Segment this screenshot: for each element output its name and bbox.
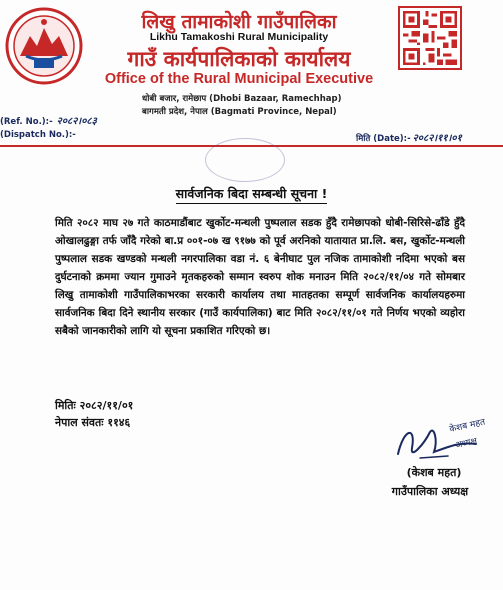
svg-text:अध्यक्ष: अध्यक्ष bbox=[454, 436, 479, 451]
signatory-title: गाउँपालिका अध्यक्ष bbox=[391, 485, 469, 498]
header-municipality-name-en: Likhu Tamakoshi Rural Municipality bbox=[149, 31, 329, 43]
office-stamp bbox=[205, 138, 285, 182]
signatory-name: (केशब महत) bbox=[406, 466, 462, 479]
notice-subject bbox=[0, 183, 503, 204]
notice-subject-text: सार्वजनिक बिदा सम्बन्धी सूचना ! bbox=[176, 185, 328, 204]
handwritten-signature bbox=[390, 418, 490, 468]
svg-text:केशब महत: केशब महत bbox=[448, 418, 487, 435]
dispatch-label: (Dispatch No.):- bbox=[0, 130, 76, 140]
document-date bbox=[356, 130, 462, 144]
dispatch-number bbox=[0, 130, 76, 140]
header-office-name-en: Office of the Rural Municipal Executive bbox=[104, 71, 374, 87]
header-address-line-1: धोबी बजार, रामेछाप (Dhobi Bazaar, Ramechhap) bbox=[142, 94, 342, 104]
reference-value: २०८२।०८३ bbox=[56, 116, 97, 127]
qr-code-icon bbox=[398, 6, 462, 70]
header-municipality-name-np: लिखु तामाकोशी गाउँपालिका bbox=[141, 11, 337, 33]
header-office-name-np: गाउँ कार्यपालिकाको कार्यालय bbox=[127, 47, 351, 71]
municipality-emblem-icon bbox=[4, 6, 84, 86]
header-address-line-2: बागमती प्रदेश, नेपाल (Bagmati Province, Nepal) bbox=[142, 107, 337, 117]
notice-samvat-line: नेपाल संवतः ११४६ bbox=[55, 416, 131, 429]
date-value: २०८२।११।०१ bbox=[412, 133, 462, 144]
reference-number bbox=[0, 113, 97, 127]
reference-label: (Ref. No.):- bbox=[0, 117, 53, 127]
notice-body: मिति २०८२ माघ २७ गते काठमाडौंबाट खुर्कोट-मन्थली पुष्पलाल सडक हुँदै रामेछापको धोबी-सिरिसे-ढाँडे हुँदै ओखालढुङ्गा तर्फ जाँदै गरेको बा.प्र ००१-०७ ख ९१७७ को पूर्व अरनिको यातायात प्रा.लि. बस, खुर्कोट-मन्थली पुष्पलाल सडक खण्डको मन्थली नगरपालिका वडा नं. ६ बेनीघाट पुल नजिक तामाकोशी नदिमा भएको बस दुर्घटनाको क्रममा ज्यान गुमाउने मृतकहरुको सम्मान स्वरुप शोक मनाउन मिति २०८२/११/०४ गते सोमबार लिखु तामाकोशी गाउँपालिकाभरका सरकारी कार्यालय तथा मातहतका सम्पूर्ण सार्वजनिक कार्यालयहरुमा सार्वजनिक बिदा दिने स्थानीय सरकार (गाउँ कार्यपालिका) बाट मिति २०८२/११/०१ गते निर्णय भएको व्यहोरा सबैको जानकारीको लागि यो सूचना प्रकाशित गरिएको छ। bbox=[55, 217, 465, 337]
notice-date-line: मितिः २०८२/११/०१ bbox=[55, 399, 134, 412]
date-label: मिति (Date):- bbox=[356, 134, 411, 144]
